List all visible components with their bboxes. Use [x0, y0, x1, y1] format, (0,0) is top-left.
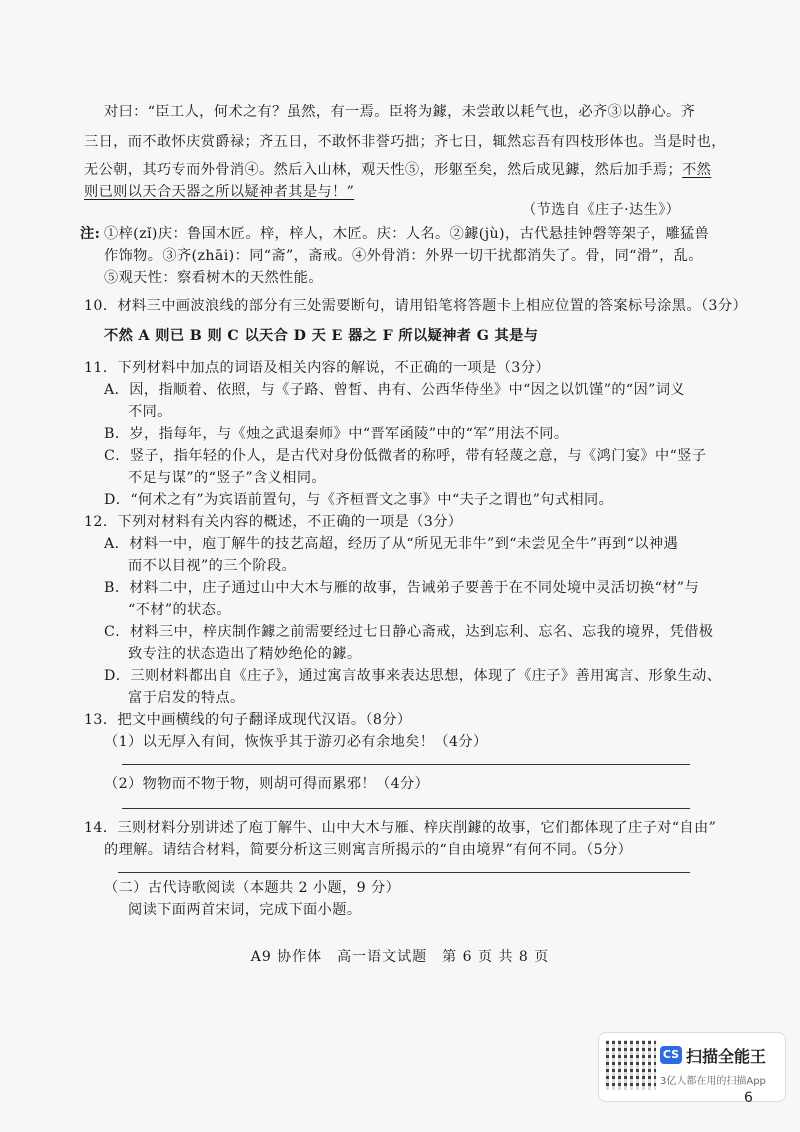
note-line-2: 作饰物。③齐(zhāi)：同“斋”，斋戒。④外骨消：外界一切干扰都消失了。骨，同“滑”，乱。 — [104, 248, 703, 264]
note-line-3: ⑤观天性：察看树木的天然性能。 — [104, 270, 323, 286]
q12-option-d: D．三则材料都出自《庄子》，通过寓言故事来表达思想，体现了《庄子》善用寓言、形象生动、 — [104, 668, 722, 684]
q12-option-a: A．材料一中，庖丁解牛的技艺高超，经历了从“所见无非牛”到“未尝见全牛”再到“以神遇 — [104, 536, 679, 552]
passage-line-3 — [84, 160, 711, 180]
q12-option-b: B．材料二中，庄子通过山中大木与雁的故事，告诫弟子要善于在不同处境中灵活切换“材”与 — [104, 580, 700, 596]
page-footer: A9 协作体 高一语文试题 第 6 页 共 8 页 — [250, 949, 550, 965]
scanner-logo: CS — [660, 1046, 682, 1064]
passage-line-2: 三日，而不敢怀庆赏爵禄；齐五日，不敢怀非誉巧拙；齐七日，辄然忘吾有四枝形体也。当是时也， — [84, 134, 726, 150]
q11-option-c: C．竖子，指年轻的仆人，是古代对身份低微者的称呼，带有轻蔑之意，与《鸿门宴》中“竖子 — [104, 448, 707, 464]
qr-code-icon — [606, 1040, 656, 1090]
q13-answer-line-2 — [122, 808, 690, 809]
source-citation: （节选自《庄子·达生》） — [522, 202, 681, 218]
page-number: 6 — [744, 1090, 753, 1106]
q14-line-1: 14．三则材料分别讲述了庖丁解牛、山中大木与雁、梓庆削鐻的故事，它们都体现了庄子对“自由” — [84, 820, 717, 836]
q11-option-d: D．“何术之有”为宾语前置句，与《齐桓晋文之事》中“夫子之谓也”句式相同。 — [104, 492, 614, 508]
q11-option-a: A．因，指顺着、依照，与《子路、曾皙、冉有、公西华侍坐》中“因之以饥馑”的“因”词义 — [104, 382, 685, 398]
q12-stem: 12．下列对材料有关内容的概述，不正确的一项是（3分） — [84, 514, 463, 530]
q11-option-c-cont: 不足与谋”的“竖子”含义相同。 — [128, 470, 327, 486]
section2-instruction: 阅读下面两首宋词，完成下面小题。 — [128, 902, 362, 918]
q14-line-2: 的理解。请结合材料，简要分析这三则寓言所揭示的“自由境界”有何不同。（5分） — [104, 842, 633, 858]
passage-line-3-text: 无公朝，其巧专而外骨消④。然后入山林，观天性⑤，形躯至矣，然后成见鐻，然后加手焉； — [84, 162, 683, 178]
scanner-slogan: 3亿人都在用的扫描App — [660, 1076, 766, 1087]
note-line-1: ①梓(zǐ)庆：鲁国木匠。梓，梓人，木匠。庆：人名。②鐻(jù)，古代悬挂钟磬等架子，雕猛兽 — [104, 226, 710, 242]
q12-option-d-cont: 富于启发的特点。 — [128, 690, 245, 706]
q14-answer-line — [118, 872, 690, 873]
passage-line-1: 对曰：“臣工人，何术之有？虽然，有一焉。臣将为鐻，未尝敢以耗气也，必齐③以静心。齐 — [104, 104, 696, 120]
section2-title: （二）古代诗歌阅读（本题共 2 小题，9 分） — [104, 880, 401, 896]
q10-options: 不然 A 则已 B 则 C 以天合 D 天 E 器之 F 所以疑神者 G 其是与 — [104, 328, 539, 344]
scanner-brand: 扫描全能王 — [686, 1047, 767, 1066]
passage-underline-tail: 不然 — [682, 162, 712, 178]
q11-option-a-cont: 不同。 — [128, 404, 172, 420]
passage-line-4: 则已则以天合天器之所以疑神者其是与！” — [84, 184, 355, 200]
q13-sub2: （2）物物而不物于物，则胡可得而累邪！（4分） — [104, 776, 430, 792]
q12-option-c: C．材料三中，梓庆制作鐻之前需要经过七日静心斋戒，达到忘利、忘名、忘我的境界，凭借极 — [104, 624, 714, 640]
q12-option-b-cont: “不材”的状态。 — [128, 602, 231, 618]
q13-sub1: （1）以无厚入有间，恢恢乎其于游刃必有余地矣！（4分） — [104, 734, 488, 750]
q12-option-a-cont: 而不以目视”的三个阶段。 — [128, 558, 297, 574]
q13-stem: 13．把文中画横线的句子翻译成现代汉语。（8分） — [84, 712, 412, 728]
q11-stem: 11．下列材料中加点的词语及相关内容的解说，不正确的一项是（3分） — [84, 360, 550, 376]
q13-answer-line-1 — [122, 764, 690, 765]
q11-option-b: B．岁，指每年，与《烛之武退秦师》中“晋军函陵”中的“军”用法不同。 — [104, 426, 569, 442]
q12-option-c-cont: 致专注的状态造出了精妙绝伦的鐻。 — [128, 646, 362, 662]
notes-label: 注: — [80, 226, 101, 242]
q10-stem: 10．材料三中画波浪线的部分有三处需要断句，请用铅笔将答题卡上相应位置的答案标号涂黑。（3分） — [84, 298, 748, 314]
